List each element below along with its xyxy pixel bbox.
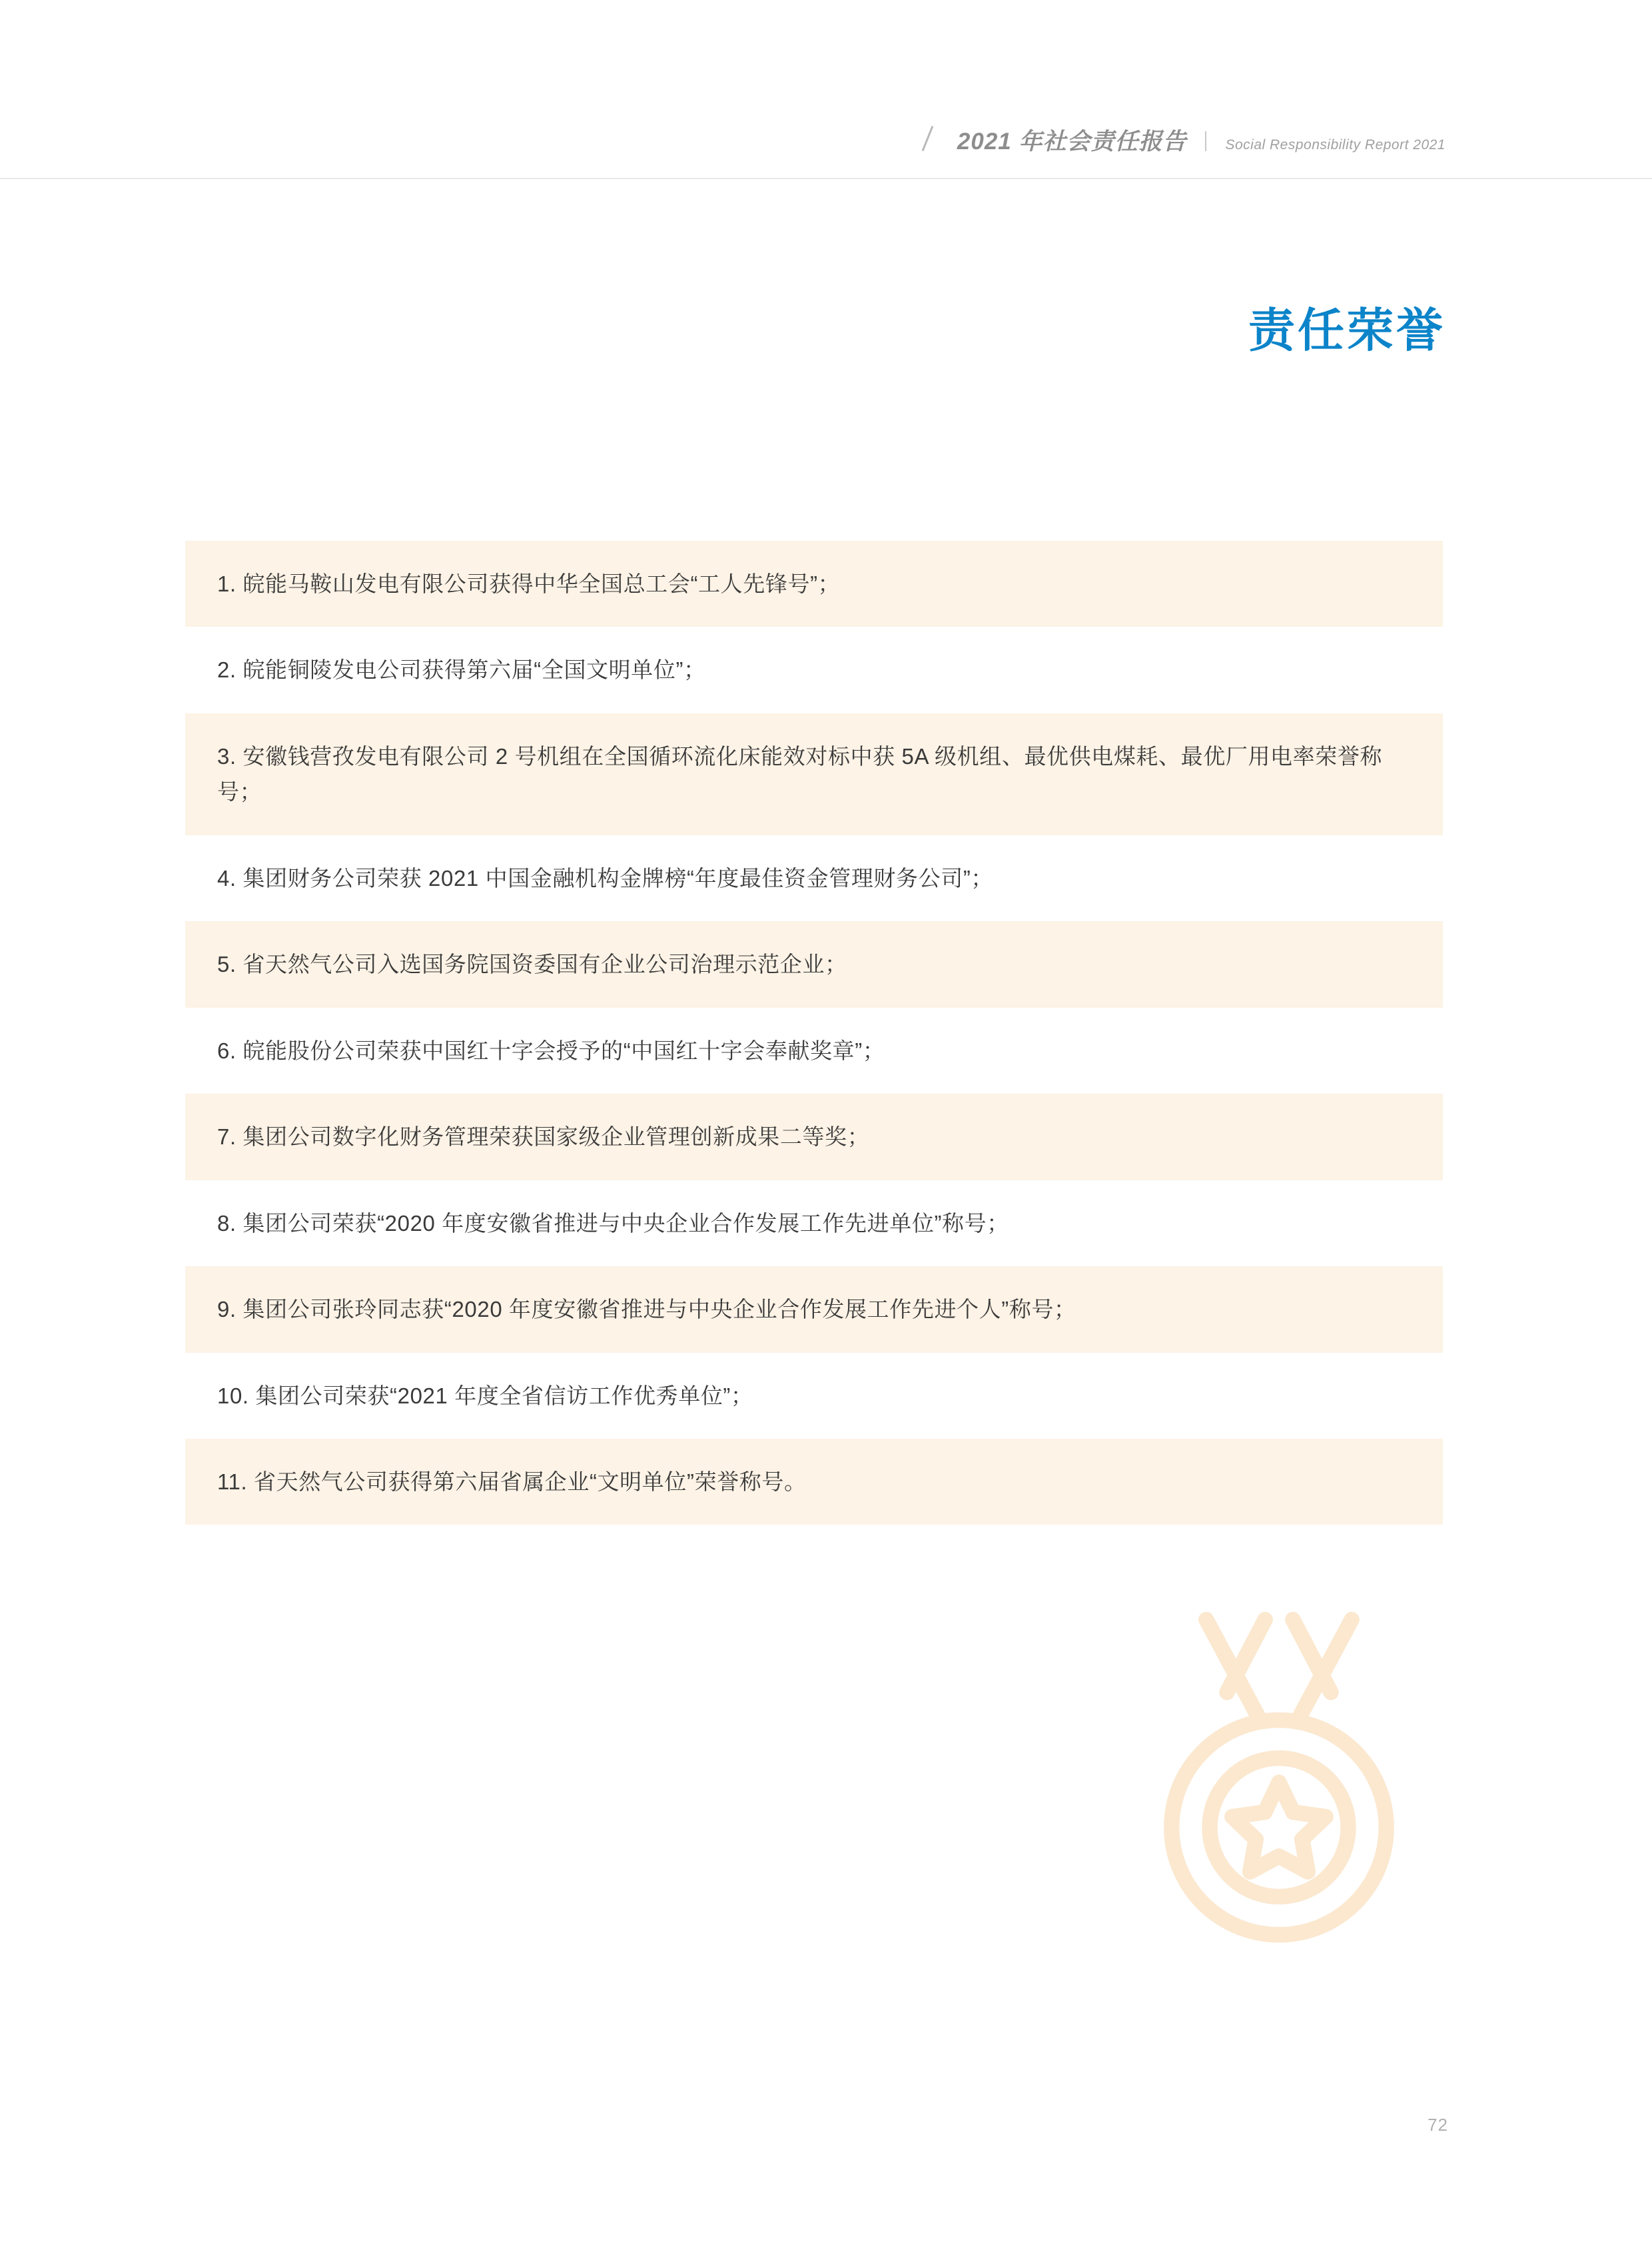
header-divider-line [0, 178, 1652, 179]
page-number: 72 [1428, 2115, 1448, 2135]
honor-list [185, 541, 1443, 1525]
list-item: 6. 皖能股份公司荣获中国红十字会授予的“中国红十字会奉献奖章”； [185, 1008, 1443, 1094]
list-item: 3. 安徽钱营孜发电有限公司 2 号机组在全国循环流化床能效对标中获 5A 级机组、最优供电煤耗、最优厂用电率荣誉称号； [185, 713, 1443, 835]
header-divider [1205, 131, 1206, 151]
slash-icon [917, 127, 940, 149]
list-item: 4. 集团财务公司荣获 2021 中国金融机构金牌榜“年度最佳资金管理财务公司”； [185, 835, 1443, 921]
list-item: 10. 集团公司荣获“2021 年度全省信访工作优秀单位”； [185, 1353, 1443, 1439]
medal-icon [1106, 1609, 1452, 1956]
list-item: 1. 皖能马鞍山发电有限公司获得中华全国总工会“工人先锋号”； [185, 541, 1443, 627]
header-title-cn: 2021 年社会责任报告 [957, 129, 1187, 155]
header-title-en: Social Responsibility Report 2021 [1225, 137, 1446, 153]
header-title-group [917, 123, 1446, 157]
list-item: 5. 省天然气公司入选国务院国资委国有企业公司治理示范企业； [185, 921, 1443, 1007]
page-title: 责任荣誉 [1248, 304, 1446, 356]
page-header [0, 0, 1652, 179]
list-item: 11. 省天然气公司获得第六届省属企业“文明单位”荣誉称号。 [185, 1439, 1443, 1525]
list-item: 8. 集团公司荣获“2020 年度安徽省推进与中央企业合作发展工作先进单位”称号； [185, 1180, 1443, 1266]
list-item: 7. 集团公司数字化财务管理荣获国家级企业管理创新成果二等奖； [185, 1094, 1443, 1180]
list-item: 2. 皖能铜陵发电公司获得第六届“全国文明单位”； [185, 627, 1443, 713]
list-item: 9. 集团公司张玲同志获“2020 年度安徽省推进与中央企业合作发展工作先进个人”称号； [185, 1266, 1443, 1352]
